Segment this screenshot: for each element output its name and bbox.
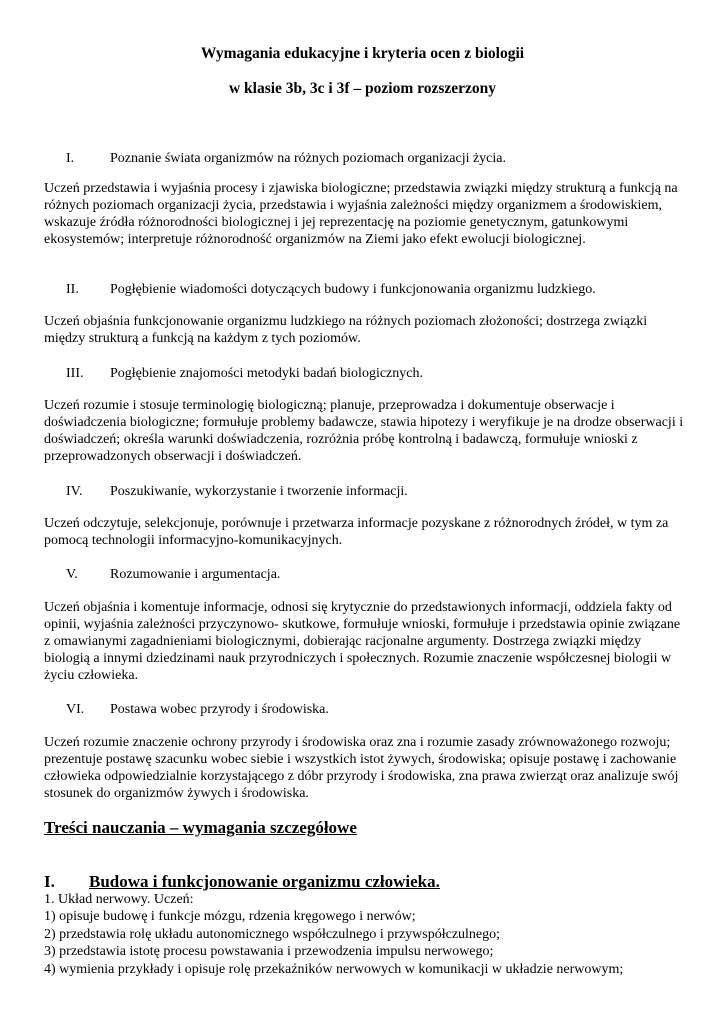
section-heading	[66, 281, 596, 298]
section-number: V.	[66, 567, 78, 582]
section-title: Pogłębienie znajomości metodyki badań biologicznych.	[110, 366, 423, 381]
section-number: II.	[66, 282, 79, 297]
section-title: Poszukiwanie, wykorzystanie i tworzenie informacji.	[110, 484, 408, 499]
list-item: 1. Układ nerwowy. Uczeń:	[44, 892, 194, 907]
section-title: Rozumowanie i argumentacja.	[110, 567, 281, 582]
requirements-list	[44, 891, 704, 978]
section-title: Postawa wobec przyrody i środowiska.	[110, 702, 329, 717]
section-paragraph: Uczeń rozumie i stosuje terminologię biologiczną; planuje, przeprowadza i dokumentuje obserwacje i doświadczenia biologiczne; formułuje problemy badawcze, stawia hipotezy i weryfikuje je na drodze obserwacji i doświadczeń; określa warunki doświadczenia, rozróżnia próbę kontrolną i badawczą, formułuje wnioski z przeprowadzonych obserwacji i doświadczeń.	[44, 398, 684, 464]
list-item: 1) opisuje budowę i funkcje mózgu, rdzenia kręgowego i nerwów;	[44, 909, 416, 925]
list-item: 3) przedstawia istotę procesu powstawania i przewodzenia impulsu nerwowego;	[44, 944, 494, 960]
list-item: 2) przedstawia rolę układu autonomicznego współczulnego i przywspółczulnego;	[44, 926, 501, 942]
document-title-line-2: w klasie 3b, 3c i 3f – poziom rozszerzony	[228, 80, 497, 97]
section-heading	[66, 150, 506, 167]
section-paragraph: Uczeń rozumie znaczenie ochrony przyrody i środowiska oraz zna i rozumie zasady zrównoważonego rozwoju; prezentuje postawę szacunku wobec siebie i wszystkich istot żywych, środowiska; opisuje postawę i zachowanie człowieka odpowiedzialnie korzystającego z dóbr przyrody i środowiska, zna prawa zwierząt oraz analizuje swój stosunek do organizmów żywych i środowiska.	[44, 735, 679, 801]
section-paragraph: Uczeń objaśnia funkcjonowanie organizmu ludzkiego na różnych poziomach złożoności; dostrzega związki między strukturą a funkcją na każdym z tych poziomów.	[44, 314, 648, 346]
section-number: III.	[66, 366, 84, 381]
section-title: Pogłębienie wiadomości dotyczących budowy i funkcjonowania organizmu ludzkiego.	[110, 282, 596, 297]
section-paragraph: Uczeń przedstawia i wyjaśnia procesy i zjawiska biologiczne; przedstawia związki między strukturą a funkcją na różnych poziomach organizacji życia, przedstawia i wyjaśnia zależności między organizmem a środowiskiem, wskazuje źródła różnorodności biologicznej i jej reprezentację na poziomie genetycznym, gatunkowymi ekosystemów; interpretuje różnorodność organizmów na Ziemi jako efekt ewolucji biologicznej.	[44, 181, 678, 247]
part-title: Budowa i funkcjonowanie organizmu człowieka.	[89, 872, 440, 891]
list-item: 4) wymienia przykłady i opisuje rolę przekaźników nerwowych w komunikacji w układzie nerwowym;	[44, 961, 624, 977]
section-heading	[66, 701, 329, 718]
content-heading: Treści nauczania – wymagania szczegółowe	[44, 818, 357, 837]
document-title-line-1: Wymagania edukacyjne i kryteria ocen z biologii	[200, 45, 525, 62]
section-heading	[66, 365, 423, 382]
section-number: IV.	[66, 484, 83, 499]
section-heading	[66, 483, 408, 500]
section-title: Poznanie świata organizmów na różnych poziomach organizacji życia.	[110, 151, 506, 166]
section-number: VI.	[66, 702, 85, 717]
section-heading	[66, 566, 280, 583]
part-number: I.	[44, 872, 55, 891]
section-paragraph: Uczeń objaśnia i komentuje informacje, odnosi się krytycznie do przedstawionych informacji, oddziela fakty od opinii, wyjaśnia zależności przyczynowo- skutkowe, formułuje wnioski, formułuje i przedstawia opinie związane z omawianymi zagadnieniami biologicznymi, dobierając racjonalne argumenty. Dostrzega związki między biologią a innymi dziedzinami nauk przyrodniczych i społecznych. Rozumie znaczenie współczesnej biologii w życiu człowieka.	[44, 600, 681, 683]
section-number: I.	[66, 151, 75, 166]
section-paragraph: Uczeń odczytuje, selekcjonuje, porównuje i przetwarza informacje pozyskane z różnorodnych źródeł, w tym za pomocą technologii informacyjno-komunikacyjnych.	[44, 516, 669, 548]
